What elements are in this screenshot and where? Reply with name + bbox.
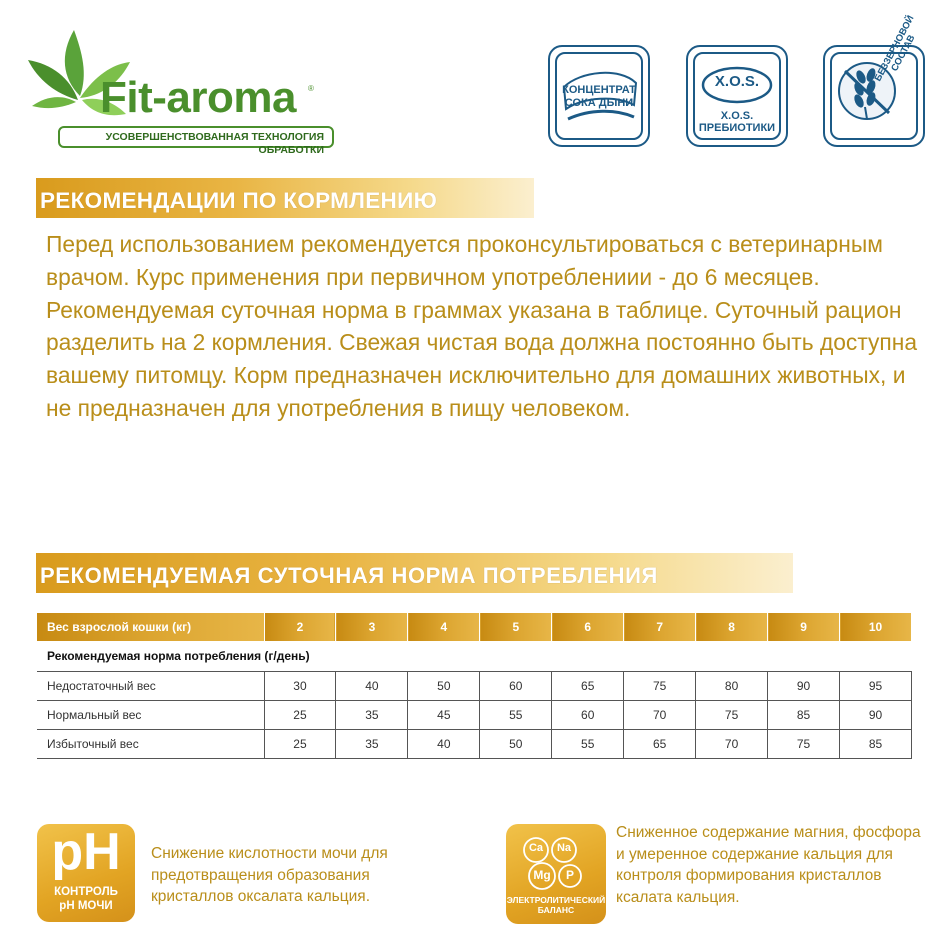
table-cell: 40 — [336, 671, 408, 700]
electrolyte-balance-icon — [506, 824, 606, 924]
table-cell: 90 — [840, 700, 912, 729]
table-cell: 35 — [336, 700, 408, 729]
table-cell: 70 — [696, 729, 768, 758]
melon-juice-badge — [548, 45, 650, 147]
table-cell: 60 — [480, 671, 552, 700]
table-cell: 60 — [552, 700, 624, 729]
table-cell: 65 — [552, 671, 624, 700]
table-cell: 35 — [336, 729, 408, 758]
element-mg: Mg — [533, 868, 551, 882]
xos-badge — [686, 45, 788, 147]
table-cell: 80 — [696, 671, 768, 700]
brand-tagline: УСОВЕРШЕНСТВОВАННАЯ ТЕХНОЛОГИЯ ОБРАБОТКИ — [58, 126, 334, 148]
badge-line-2: ПРЕБИОТИКИ — [698, 122, 776, 134]
badge-line-1: X.O.S. — [720, 110, 754, 122]
table-cell: 85 — [768, 700, 840, 729]
grain-free-label: БЕЗЗЕРНОВОЙ СОСТАВ — [872, 13, 918, 84]
table-cell: 75 — [768, 729, 840, 758]
row-label: Нормальный вес — [37, 700, 264, 729]
xos-title: X.O.S. — [714, 73, 760, 90]
weight-header-label: Вес взрослой кошки (кг) — [37, 613, 264, 641]
row-label: Избыточный вес — [37, 729, 264, 758]
table-cell: 65 — [624, 729, 696, 758]
feeding-section-title: РЕКОМЕНДАЦИИ ПО КОРМЛЕНИЮ — [36, 178, 534, 218]
table-cell: 25 — [264, 700, 336, 729]
weight-column-header: 6 — [552, 613, 624, 641]
table-cell: 25 — [264, 729, 336, 758]
element-ca: Ca — [528, 842, 544, 854]
norm-subheader: Рекомендуемая норма потребления (г/день) — [37, 641, 912, 671]
ph-symbol: pH — [51, 823, 121, 881]
ph-feature-text: Снижение кислотности мочи для предотвращения образования кристаллов оксалата кальция. — [151, 845, 388, 905]
ph-label-line-2: pH МОЧИ — [59, 900, 113, 912]
registered-mark: ® — [308, 84, 314, 93]
weight-column-header: 9 — [768, 613, 840, 641]
table-cell: 40 — [408, 729, 480, 758]
badge-line-1: КОНЦЕНТРАТ — [562, 84, 636, 96]
grain-free-icon — [825, 47, 923, 145]
table-row — [37, 671, 912, 700]
table-header-row — [37, 613, 912, 641]
brand-name: Fit-aroma — [100, 73, 296, 122]
table-cell: 30 — [264, 671, 336, 700]
weight-column-header: 4 — [408, 613, 480, 641]
feeding-norm-table — [37, 613, 912, 759]
element-p: P — [565, 868, 574, 882]
weight-column-header: 2 — [264, 613, 336, 641]
table-cell: 45 — [408, 700, 480, 729]
table-cell: 50 — [408, 671, 480, 700]
table-cell: 75 — [624, 671, 696, 700]
table-row — [37, 700, 912, 729]
ph-control-icon — [37, 824, 135, 922]
table-cell: 85 — [840, 729, 912, 758]
table-cell: 75 — [696, 700, 768, 729]
weight-column-header: 8 — [696, 613, 768, 641]
ph-label-line-1: КОНТРОЛЬ — [54, 886, 118, 898]
weight-column-header: 3 — [336, 613, 408, 641]
element-na: Na — [556, 842, 572, 854]
electrolyte-label-line-1: ЭЛЕКТРОЛИТИЧЕСКИЙ — [506, 895, 606, 905]
table-cell: 55 — [480, 700, 552, 729]
table-row — [37, 729, 912, 758]
table-cell: 95 — [840, 671, 912, 700]
electrolyte-feature-text: Сниженное содержание магния, фосфора и умеренное содержание кальция для контроля формирования кристаллов ксалата кальция. — [616, 824, 921, 906]
badge-line-2: СОКА ДЫНИ — [564, 97, 634, 109]
table-cell: 90 — [768, 671, 840, 700]
table-cell: 70 — [624, 700, 696, 729]
norm-section-title: РЕКОМЕНДУЕМАЯ СУТОЧНАЯ НОРМА ПОТРЕБЛЕНИЯ — [36, 553, 793, 593]
weight-column-header: 10 — [840, 613, 912, 641]
weight-column-header: 5 — [480, 613, 552, 641]
table-cell: 55 — [552, 729, 624, 758]
grain-free-badge — [823, 13, 925, 147]
table-subheader-row — [37, 641, 912, 671]
table-cell: 50 — [480, 729, 552, 758]
brand-logo — [22, 18, 324, 156]
feeding-text: Перед использованием рекомендуется проконсультироваться с ветеринарным врачом. Курс применения при первичном употреблениии - до 6 месяцев. Рекомендуемая суточная норма в граммах указана в таблице. Суточный рацион разделить на 2 кормления. Свежая чистая вода должна постоянно быть доступна вашему питомцу. Корм предназначен исключительно для домашних животных, и не предназначен для употребления в пищу человеком. — [46, 231, 918, 421]
electrolyte-label-line-2: БАЛАНС — [537, 905, 575, 915]
weight-column-header: 7 — [624, 613, 696, 641]
row-label: Недостаточный вес — [37, 671, 264, 700]
